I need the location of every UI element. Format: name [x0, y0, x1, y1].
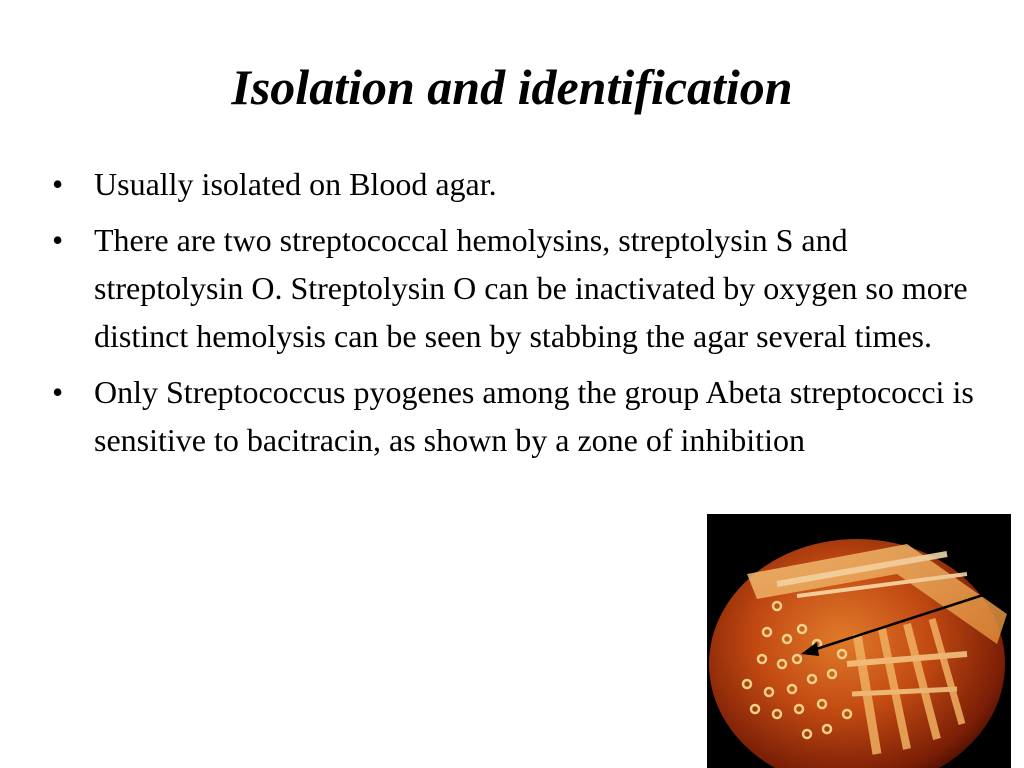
bullet-item — [52, 368, 987, 464]
bullet-text: There are two streptococcal hemolysins, streptolysin S and streptolysin O. Streptolysin O can be inactivated by oxygen so more distinct hemolysis can be seen by stabbing the agar several times. — [94, 222, 968, 354]
bullet-text: Usually isolated on Blood agar. — [94, 166, 497, 202]
bullet-list — [52, 160, 987, 472]
bullet-marker: • — [52, 166, 64, 202]
bullet-text: Only Streptococcus pyogenes among the group Abeta streptococci is sensitive to bacitracin, as shown by a zone of inhibition — [94, 374, 974, 458]
slide-title: Isolation and identification — [231, 59, 793, 115]
bullet-marker: • — [52, 222, 64, 258]
bullet-item — [52, 216, 987, 360]
blood-agar-plate-photo — [707, 514, 1011, 768]
bullet-marker: • — [52, 374, 64, 410]
bullet-item — [52, 160, 987, 208]
agar-plate-illustration — [707, 514, 1011, 768]
